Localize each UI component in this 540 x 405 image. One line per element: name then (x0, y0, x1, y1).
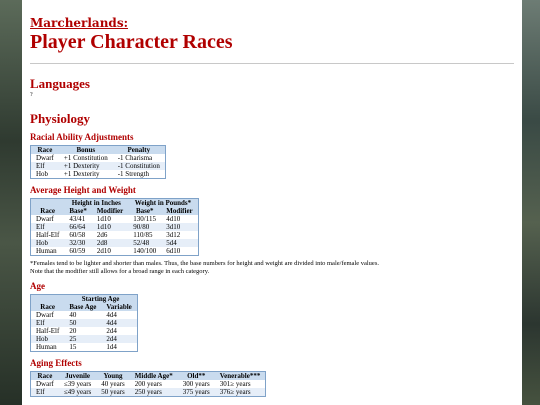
table-cell: Elf (31, 388, 59, 397)
table-header-cell: Race (31, 146, 59, 155)
table-cell: 4d10 (161, 215, 198, 223)
table-header-cell: Modifier (92, 207, 128, 215)
table-cell: -1 Constitution (113, 162, 166, 170)
table-header-cell: Venerable*** (215, 372, 266, 381)
table-cell: 50 years (96, 388, 130, 397)
languages-text: ? (30, 92, 33, 98)
table-cell: 130/115 (128, 215, 161, 223)
table-row (31, 327, 138, 335)
table-cell: 301≥ years (215, 380, 266, 388)
table-cell: 25 (64, 335, 101, 343)
table-cell: 1d10 (92, 215, 128, 223)
table-row (31, 215, 199, 223)
table-header-cell: Bonus (59, 146, 113, 155)
age-table (30, 294, 138, 352)
table-row (31, 343, 138, 352)
table-row (31, 319, 138, 327)
height-weight-note-line: *Females tend to be lighter and shorter than males. Thus, the base numbers for height and weight are divided into male/female values. (30, 260, 379, 267)
table-cell: 250 years (130, 388, 178, 397)
height-weight-table (30, 198, 199, 256)
table-cell: 40 (64, 311, 101, 319)
title-divider (30, 63, 514, 64)
table-header-cell: Race (31, 207, 65, 215)
background-painting-right (522, 0, 540, 405)
table-cell: Human (31, 247, 65, 256)
table-cell: 20 (64, 327, 101, 335)
table-header-cell: Juvenile (59, 372, 96, 381)
table-row (31, 335, 138, 343)
table-row (31, 223, 199, 231)
table-cell: Hob (31, 335, 65, 343)
table-header-cell: Penalty (113, 146, 166, 155)
table-cell: 32/30 (64, 239, 92, 247)
table-header-cell: Race (31, 372, 59, 381)
table-row (31, 170, 166, 179)
table-cell: 40 years (96, 380, 130, 388)
table-header-cell: Base* (64, 207, 92, 215)
table-cell: 3d12 (161, 231, 198, 239)
table-header-cell: Race (31, 303, 65, 311)
age-heading: Age (30, 281, 45, 291)
table-cell: Dwarf (31, 380, 59, 388)
table-cell: 43/41 (64, 215, 92, 223)
table-cell: 376≥ years (215, 388, 266, 397)
racial-adjustments-heading: Racial Ability Adjustments (30, 132, 134, 142)
height-weight-note-line: Note that the modifier still allows for a broad range in each category. (30, 267, 210, 275)
table-header-cell: Base Age (64, 303, 101, 311)
table-cell: +1 Constitution (59, 154, 113, 162)
table-row (31, 239, 199, 247)
table-cell: -1 Strength (113, 170, 166, 179)
table-cell: ≤39 years (59, 380, 96, 388)
page-body (22, 0, 522, 405)
table-group-header: Weight in Pounds* (128, 199, 198, 208)
table-cell: Dwarf (31, 215, 65, 223)
table-cell: 2d4 (101, 335, 137, 343)
racial-adjustments-table (30, 145, 166, 179)
table-cell: 2d10 (92, 247, 128, 256)
table-cell: 1d4 (101, 343, 137, 352)
table-cell: 6d10 (161, 247, 198, 256)
table-cell: Elf (31, 162, 59, 170)
table-cell: Half-Elf (31, 327, 65, 335)
table-cell: 110/85 (128, 231, 161, 239)
table-cell: -1 Charisma (113, 154, 166, 162)
site-title-link[interactable]: Marcherlands: (30, 16, 129, 30)
table-cell: 375 years (178, 388, 215, 397)
table-cell: 3d10 (161, 223, 198, 231)
table-header-cell: Old** (178, 372, 215, 381)
table-cell: +1 Dexterity (59, 170, 113, 179)
page-title: Player Character Races (30, 31, 233, 53)
table-row (31, 311, 138, 319)
table-cell: Human (31, 343, 65, 352)
table-cell: +1 Dexterity (59, 162, 113, 170)
table-cell: Hob (31, 239, 65, 247)
table-cell: 66/64 (64, 223, 92, 231)
table-cell: Dwarf (31, 311, 65, 319)
table-cell: 4d4 (101, 319, 137, 327)
table-group-header: Height in Inches (64, 199, 128, 208)
table-cell: Elf (31, 223, 65, 231)
table-cell: Dwarf (31, 154, 59, 162)
table-header-cell: Variable (101, 303, 137, 311)
table-cell: 15 (64, 343, 101, 352)
page-content (22, 0, 522, 397)
table-cell: 200 years (130, 380, 178, 388)
height-weight-heading: Average Height and Weight (30, 185, 136, 195)
table-header-cell: Modifier (161, 207, 198, 215)
table-cell: 4d4 (101, 311, 137, 319)
height-weight-note (30, 260, 514, 275)
table-cell: 2d4 (101, 327, 137, 335)
table-cell: 1d10 (92, 223, 128, 231)
table-header-cell: Young (96, 372, 130, 381)
aging-effects-heading: Aging Effects (30, 358, 82, 368)
table-header-cell: Middle Age* (130, 372, 178, 381)
table-row (31, 154, 166, 162)
table-header-cell (31, 199, 65, 208)
table-cell: 2d6 (92, 231, 128, 239)
background-painting-left (0, 0, 22, 405)
table-header-cell (31, 295, 65, 304)
table-cell: ≤49 years (59, 388, 96, 397)
table-cell: 140/100 (128, 247, 161, 256)
table-cell: Hob (31, 170, 59, 179)
aging-effects-table (30, 371, 266, 397)
table-cell: 60/58 (64, 231, 92, 239)
table-cell: 90/80 (128, 223, 161, 231)
languages-heading: Languages (30, 76, 90, 91)
table-row (31, 231, 199, 239)
table-cell: 52/48 (128, 239, 161, 247)
table-cell: 2d8 (92, 239, 128, 247)
table-row (31, 388, 266, 397)
table-cell: Half-Elf (31, 231, 65, 239)
physiology-heading: Physiology (30, 111, 90, 126)
table-cell: Elf (31, 319, 65, 327)
table-row (31, 380, 266, 388)
table-cell: 300 years (178, 380, 215, 388)
table-cell: 50 (64, 319, 101, 327)
table-row (31, 247, 199, 256)
table-header-cell: Base* (128, 207, 161, 215)
table-row (31, 162, 166, 170)
table-cell: 5d4 (161, 239, 198, 247)
table-cell: 60/59 (64, 247, 92, 256)
table-group-header: Starting Age (64, 295, 137, 304)
